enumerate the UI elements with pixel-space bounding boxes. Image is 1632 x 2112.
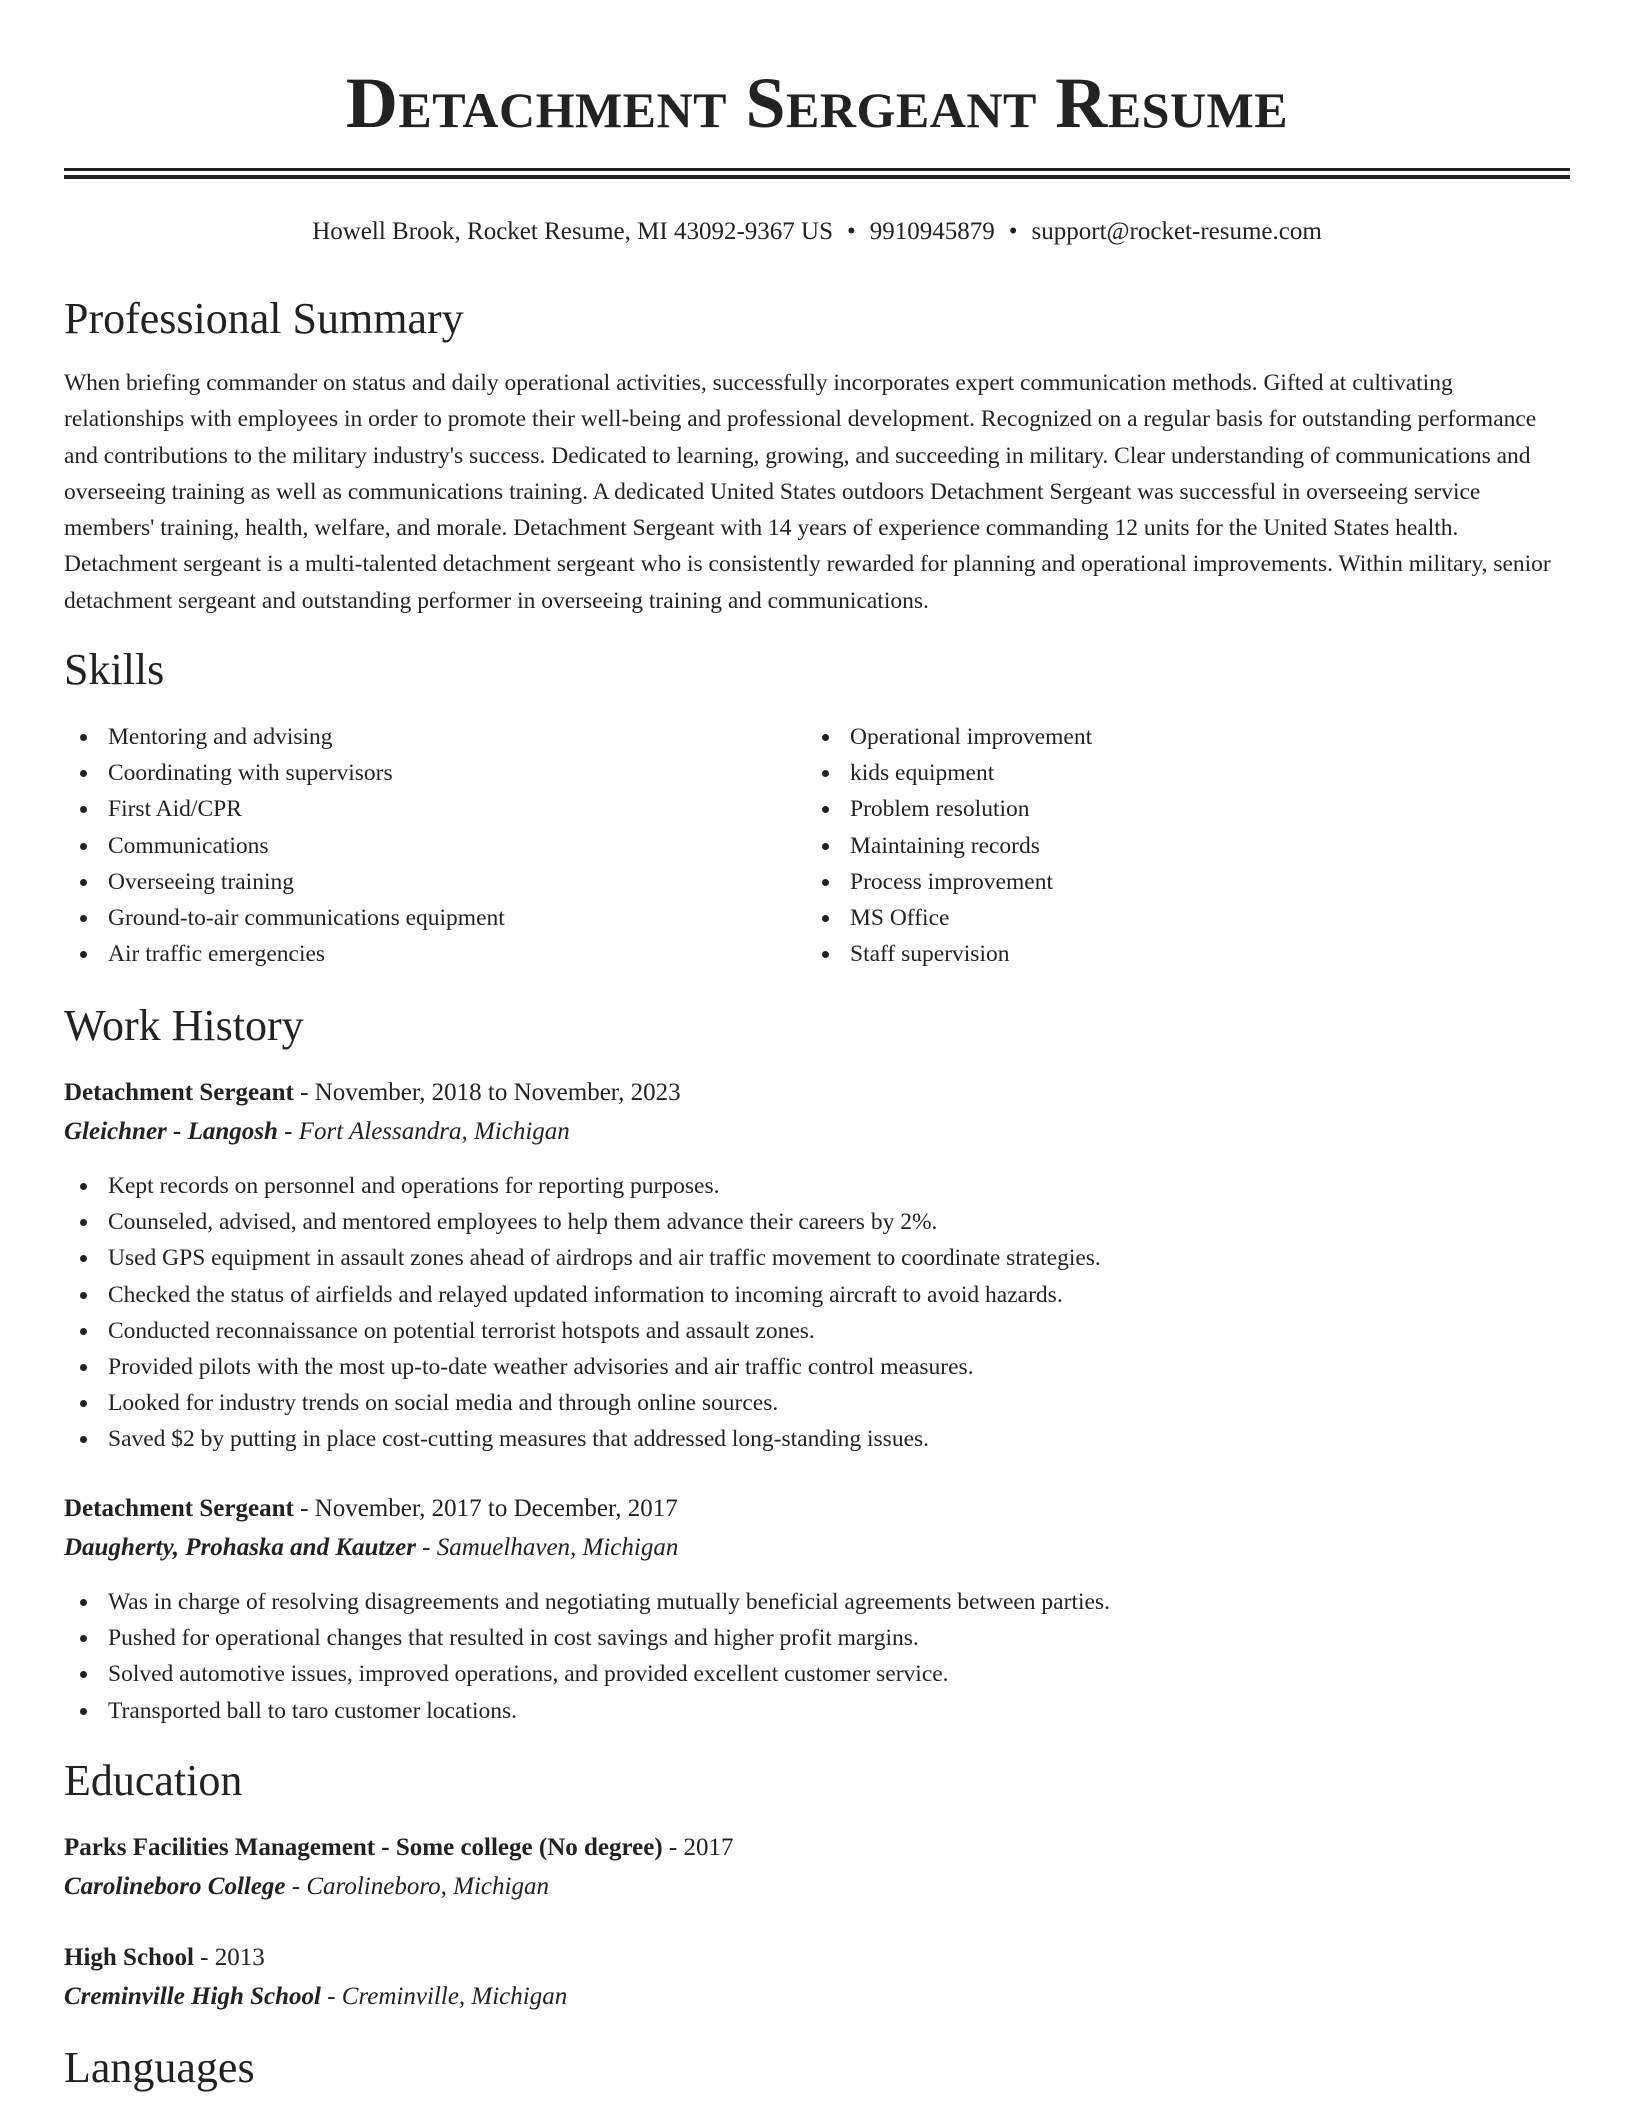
list-item: Conducted reconnaissance on potential terrorist hotspots and assault zones.: [64, 1313, 1101, 1349]
contact-separator: •: [846, 218, 856, 245]
skills-list-left: [64, 719, 505, 972]
skill-item: Coordinating with supervisors: [64, 755, 505, 791]
bullet-icon: [80, 879, 87, 886]
work-history-heading: Work History: [64, 1001, 304, 1050]
title-divider-thick: [64, 175, 1570, 179]
bullet-icon: [80, 1183, 87, 1190]
bullet-icon: [80, 1292, 87, 1299]
education-heading: Education: [64, 1756, 243, 1805]
resume-title: Detachment Sergeant Resume: [345, 63, 1289, 143]
bullet-icon: [80, 770, 87, 777]
list-item: Was in charge of resolving disagreements and negotiating mutually beneficial agreements between parties.: [64, 1584, 1110, 1620]
title-divider-thin: [64, 168, 1570, 171]
education-location: - Creminville, Michigan: [320, 1983, 568, 2010]
skill-item: Process improvement: [806, 864, 1092, 900]
job-company: Daugherty, Prohaska and Kautzer: [64, 1534, 416, 1561]
job-title-line: [64, 1491, 678, 1527]
job-company-line: [64, 1530, 678, 1566]
skills-list-right: [806, 719, 1092, 972]
job-title: Detachment Sergeant: [64, 1495, 294, 1522]
bullet-icon: [80, 1708, 87, 1715]
education-degree: High School: [64, 1944, 194, 1971]
job-location: - Samuelhaven, Michigan: [415, 1534, 679, 1561]
skill-item: Overseeing training: [64, 864, 505, 900]
bullet-icon: [80, 951, 87, 958]
skills-heading: Skills: [64, 645, 165, 694]
contact-email: support@rocket-resume.com: [1031, 218, 1322, 245]
bullet-icon: [80, 1219, 87, 1226]
bullet-icon: [80, 1599, 87, 1606]
bullet-icon: [822, 770, 829, 777]
education-degree-line: [64, 1830, 734, 1866]
skill-item: Air traffic emergencies: [64, 936, 505, 972]
job-title-line: [64, 1075, 681, 1111]
bullet-icon: [80, 843, 87, 850]
list-item: Solved automotive issues, improved operations, and provided excellent customer service.: [64, 1656, 1110, 1692]
job-company: Gleichner - Langosh: [64, 1118, 278, 1145]
skill-item: Mentoring and advising: [64, 719, 505, 755]
skill-item: kids equipment: [806, 755, 1092, 791]
bullet-icon: [80, 806, 87, 813]
job-bullets: [64, 1168, 1101, 1458]
bullet-icon: [80, 1436, 87, 1443]
contact-phone: 9910945879: [869, 218, 995, 245]
job-dates: - November, 2018 to November, 2023: [293, 1079, 681, 1106]
list-item: Provided pilots with the most up-to-date weather advisories and air traffic control measures.: [64, 1349, 1101, 1385]
job-bullets: [64, 1584, 1110, 1729]
summary-text: When briefing commander on status and daily operational activities, successfully incorporates expert communication methods. Gifted at cultivating relationships with employees in order to promote their well-being and professional development. Recognized on a regular basis for outstanding performance and contributions to the military industry's success. Dedicated to learning, growing, and succeeding in military. Clear understanding of communications and overseeing training as well as communications training. A dedicated United States outdoors Detachment Sergeant was successful in overseeing service members' training, health, welfare, and morale. Detachment Sergeant with 14 years of experience commanding 12 units for the United States health. Detachment sergeant is a multi-talented detachment sergeant who is consistently rewarded for planning and operational improvements. Within military, senior detachment sergeant and outstanding performer in overseeing training and communications.: [64, 370, 1551, 614]
skill-item: MS Office: [806, 900, 1092, 936]
skill-item: Staff supervision: [806, 936, 1092, 972]
bullet-icon: [822, 843, 829, 850]
skill-item: Operational improvement: [806, 719, 1092, 755]
education-degree-line: [64, 1940, 265, 1976]
list-item: Kept records on personnel and operations for reporting purposes.: [64, 1168, 1101, 1204]
skill-item: Communications: [64, 828, 505, 864]
job-company-line: [64, 1114, 570, 1150]
bullet-icon: [80, 1400, 87, 1407]
bullet-icon: [80, 1328, 87, 1335]
list-item: Used GPS equipment in assault zones ahead of airdrops and air traffic movement to coordinate strategies.: [64, 1240, 1101, 1276]
bullet-icon: [80, 1255, 87, 1262]
skill-item: Problem resolution: [806, 791, 1092, 827]
education-year: - 2017: [662, 1834, 734, 1861]
bullet-icon: [822, 915, 829, 922]
bullet-icon: [80, 1635, 87, 1642]
contact-line: [64, 214, 1570, 250]
education-degree: Parks Facilities Management - Some college (No degree): [64, 1834, 663, 1861]
list-item: Saved $2 by putting in place cost-cutting measures that addressed long-standing issues.: [64, 1421, 1101, 1457]
skill-item: First Aid/CPR: [64, 791, 505, 827]
bullet-icon: [822, 879, 829, 886]
bullet-icon: [80, 734, 87, 741]
list-item: Checked the status of airfields and relayed updated information to incoming aircraft to avoid hazards.: [64, 1277, 1101, 1313]
job-dates: - November, 2017 to December, 2017: [293, 1495, 678, 1522]
bullet-icon: [80, 915, 87, 922]
list-item: Transported ball to taro customer locations.: [64, 1693, 1110, 1729]
skill-item: Maintaining records: [806, 828, 1092, 864]
bullet-icon: [80, 1671, 87, 1678]
resume-page: [64, 0, 1570, 2092]
education-school: Creminville High School: [64, 1983, 321, 2010]
skill-item: Ground-to-air communications equipment: [64, 900, 505, 936]
job-location: - Fort Alessandra, Michigan: [277, 1118, 570, 1145]
contact-address: Howell Brook, Rocket Resume, MI 43092-9367 US: [312, 218, 833, 245]
education-school-line: [64, 1869, 549, 1905]
contact-separator: •: [1008, 218, 1018, 245]
bullet-icon: [822, 806, 829, 813]
education-year: - 2013: [193, 1944, 265, 1971]
languages-heading: Languages: [64, 2043, 255, 2092]
summary-heading: Professional Summary: [64, 294, 464, 343]
list-item: Counseled, advised, and mentored employees to help them advance their careers by 2%.: [64, 1204, 1101, 1240]
list-item: Pushed for operational changes that resulted in cost savings and higher profit margins.: [64, 1620, 1110, 1656]
bullet-icon: [822, 951, 829, 958]
bullet-icon: [822, 734, 829, 741]
education-school: Carolineboro College: [64, 1873, 286, 1900]
education-school-line: [64, 1979, 567, 2015]
job-title: Detachment Sergeant: [64, 1079, 294, 1106]
bullet-icon: [80, 1364, 87, 1371]
list-item: Looked for industry trends on social media and through online sources.: [64, 1385, 1101, 1421]
education-location: - Carolineboro, Michigan: [285, 1873, 549, 1900]
